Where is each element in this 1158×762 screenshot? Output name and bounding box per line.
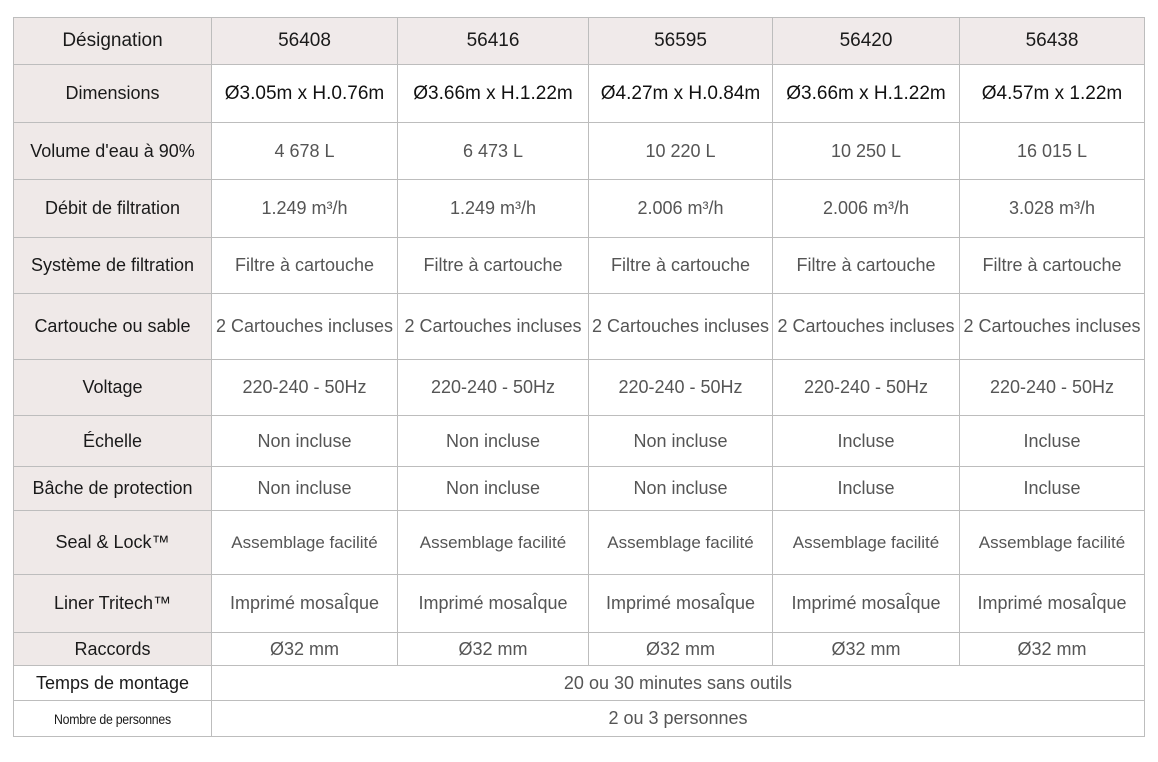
table-row	[14, 294, 1145, 360]
row-value: Assemblage facilité	[960, 511, 1145, 575]
row-value: 2 Cartouches incluses	[212, 294, 398, 360]
row-value: Filtre à cartouche	[398, 238, 589, 294]
row-value: 220-240 - 50Hz	[960, 360, 1145, 416]
model-header: 56438	[960, 18, 1145, 65]
table-row	[14, 575, 1145, 633]
row-value: Imprimé mosaÎque	[960, 575, 1145, 633]
table-row	[14, 416, 1145, 467]
row-value: 16 015 L	[960, 123, 1145, 180]
model-header: 56595	[589, 18, 773, 65]
row-value: 6 473 L	[398, 123, 589, 180]
table-row	[14, 511, 1145, 575]
row-value: Non incluse	[212, 467, 398, 511]
row-value: Non incluse	[589, 416, 773, 467]
table-row	[14, 238, 1145, 294]
row-value: Ø3.66m x H.1.22m	[398, 65, 589, 123]
header-row	[14, 18, 1145, 65]
row-value: 10 220 L	[589, 123, 773, 180]
row-value: Filtre à cartouche	[589, 238, 773, 294]
row-value: 2 Cartouches incluses	[960, 294, 1145, 360]
row-value: 1.249 m³/h	[398, 180, 589, 238]
row-value: Assemblage facilité	[589, 511, 773, 575]
row-label: Système de filtration	[14, 238, 212, 294]
row-value: Ø32 mm	[212, 633, 398, 666]
row-value: 220-240 - 50Hz	[398, 360, 589, 416]
row-value: Non incluse	[398, 416, 589, 467]
row-label: Cartouche ou sable	[14, 294, 212, 360]
personnes-row	[14, 701, 1145, 737]
row-value: Ø3.05m x H.0.76m	[212, 65, 398, 123]
row-value: 4 678 L	[212, 123, 398, 180]
row-value: Non incluse	[589, 467, 773, 511]
row-value: Incluse	[960, 416, 1145, 467]
row-label: Débit de filtration	[14, 180, 212, 238]
row-value: Assemblage facilité	[212, 511, 398, 575]
row-value: Ø32 mm	[398, 633, 589, 666]
row-value: Imprimé mosaÎque	[398, 575, 589, 633]
row-value: Assemblage facilité	[773, 511, 960, 575]
table-row	[14, 180, 1145, 238]
row-value: Filtre à cartouche	[960, 238, 1145, 294]
personnes-label	[14, 701, 212, 737]
table-row	[14, 633, 1145, 666]
row-label: Bâche de protection	[14, 467, 212, 511]
row-value: Filtre à cartouche	[212, 238, 398, 294]
table-row	[14, 65, 1145, 123]
row-label: Liner Tritech™	[14, 575, 212, 633]
row-value: Filtre à cartouche	[773, 238, 960, 294]
row-value: 1.249 m³/h	[212, 180, 398, 238]
row-value: 10 250 L	[773, 123, 960, 180]
spec-table	[13, 17, 1145, 737]
row-value: 2.006 m³/h	[773, 180, 960, 238]
row-label: Seal & Lock™	[14, 511, 212, 575]
row-value: Assemblage facilité	[398, 511, 589, 575]
row-value: 220-240 - 50Hz	[773, 360, 960, 416]
montage-value: 20 ou 30 minutes sans outils	[212, 666, 1145, 701]
montage-row	[14, 666, 1145, 701]
row-value: Incluse	[773, 467, 960, 511]
row-value: Ø32 mm	[589, 633, 773, 666]
table-row	[14, 123, 1145, 180]
row-value: Ø32 mm	[960, 633, 1145, 666]
montage-label: Temps de montage	[14, 666, 212, 701]
table-row	[14, 360, 1145, 416]
table-row	[14, 467, 1145, 511]
row-value: Imprimé mosaÎque	[212, 575, 398, 633]
model-header: 56420	[773, 18, 960, 65]
row-value: 2.006 m³/h	[589, 180, 773, 238]
row-value: 2 Cartouches incluses	[773, 294, 960, 360]
row-value: 2 Cartouches incluses	[398, 294, 589, 360]
model-header: 56416	[398, 18, 589, 65]
row-value: Incluse	[773, 416, 960, 467]
row-value: Non incluse	[212, 416, 398, 467]
row-value: Imprimé mosaÎque	[589, 575, 773, 633]
row-label: Raccords	[14, 633, 212, 666]
row-value: Imprimé mosaÎque	[773, 575, 960, 633]
row-label: Volume d'eau à 90%	[14, 123, 212, 180]
row-value: Ø4.57m x 1.22m	[960, 65, 1145, 123]
row-label: Voltage	[14, 360, 212, 416]
row-value: 3.028 m³/h	[960, 180, 1145, 238]
model-header: 56408	[212, 18, 398, 65]
header-label: Désignation	[14, 18, 212, 65]
personnes-value: 2 ou 3 personnes	[212, 701, 1145, 737]
row-value: Incluse	[960, 467, 1145, 511]
row-value: Ø3.66m x H.1.22m	[773, 65, 960, 123]
row-label: Échelle	[14, 416, 212, 467]
personnes-label-text: Nombre de personnes	[54, 710, 171, 727]
row-value: 220-240 - 50Hz	[212, 360, 398, 416]
row-value: 220-240 - 50Hz	[589, 360, 773, 416]
row-label: Dimensions	[14, 65, 212, 123]
row-value: 2 Cartouches incluses	[589, 294, 773, 360]
row-value: Non incluse	[398, 467, 589, 511]
row-value: Ø32 mm	[773, 633, 960, 666]
row-value: Ø4.27m x H.0.84m	[589, 65, 773, 123]
